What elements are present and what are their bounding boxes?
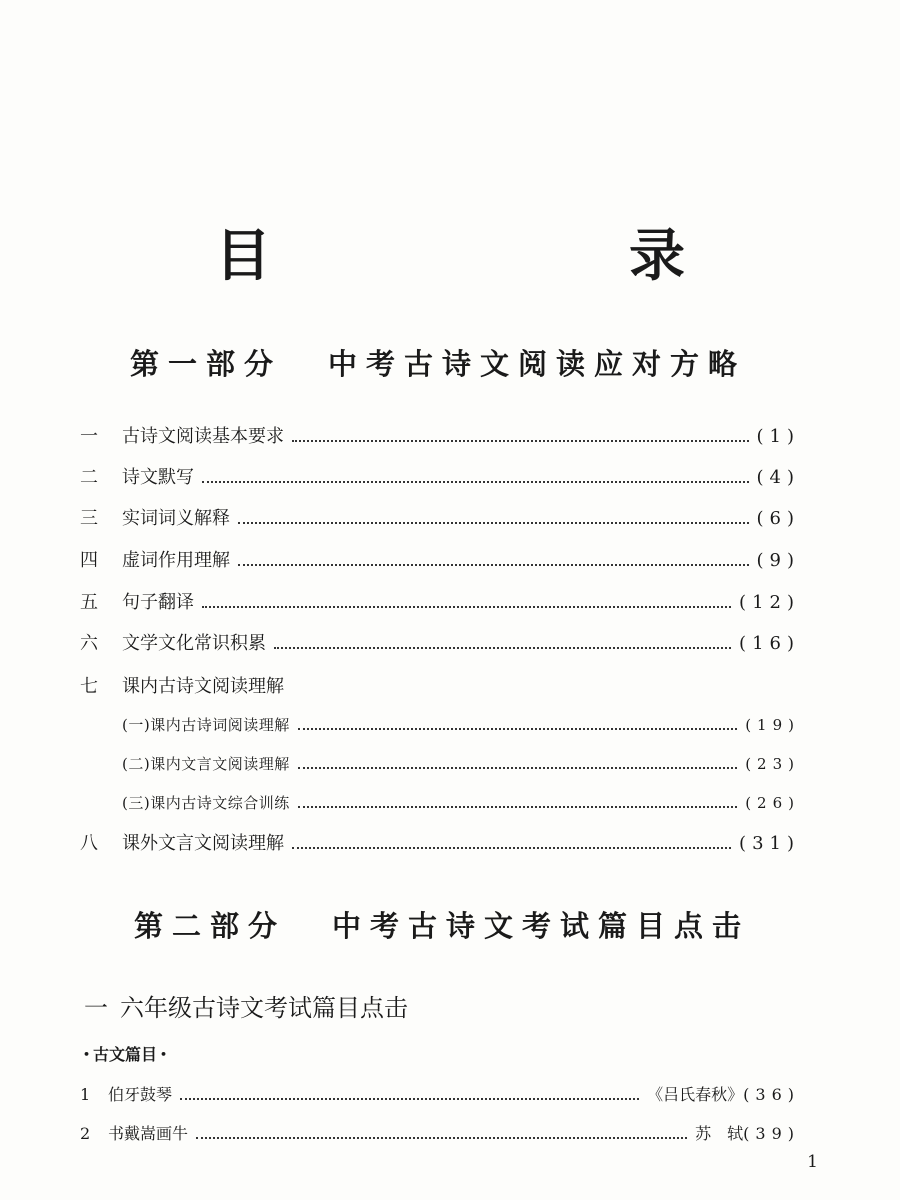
- entry-label: (二)课内文言文阅读理解: [122, 755, 290, 773]
- entry-number: 六: [80, 633, 98, 654]
- entry-author: 《吕氏春秋》: [647, 1085, 744, 1104]
- toc-entry[interactable]: [80, 829, 800, 859]
- entry-number: 二: [80, 467, 98, 488]
- toc-entry[interactable]: [80, 546, 800, 576]
- entry-page: (19): [745, 716, 800, 734]
- entry-label: 课内古诗文阅读理解: [122, 676, 284, 697]
- toc-entry[interactable]: [80, 672, 800, 702]
- dot-leader: [274, 647, 731, 649]
- toc-subentry[interactable]: [122, 710, 800, 740]
- dot-leader: [180, 1098, 639, 1100]
- dot-leader: [196, 1137, 687, 1139]
- part2-name: 中考古诗文考试篇目点击: [332, 909, 751, 943]
- bullet-icon: •: [160, 1048, 168, 1061]
- entry-label: 句子翻译: [122, 592, 194, 613]
- entry-label: 课外文言文阅读理解: [122, 833, 284, 854]
- dot-leader: [292, 440, 749, 442]
- entry-page: (26): [745, 794, 800, 812]
- dot-leader: [202, 481, 749, 483]
- entry-label: 虚词作用理解: [122, 550, 230, 571]
- entry-page: (39): [743, 1124, 800, 1143]
- entry-page: (4): [756, 467, 800, 488]
- dot-leader: [298, 767, 737, 769]
- dot-leader: [238, 564, 749, 566]
- toc-subentry[interactable]: [122, 788, 800, 818]
- entry-number: 1: [80, 1085, 91, 1104]
- page-number: 1: [807, 1152, 818, 1172]
- section-number: 一: [84, 994, 108, 1022]
- entry-page: (12): [739, 592, 800, 613]
- entry-label: 诗文默写: [122, 467, 194, 488]
- bullet-icon: •: [83, 1048, 91, 1061]
- section-heading: [84, 990, 408, 1026]
- part2-number: 第二部分: [134, 909, 287, 943]
- entry-number: 三: [80, 508, 98, 529]
- entry-number: 一: [80, 426, 98, 447]
- entry-number: 七: [80, 676, 98, 697]
- entry-label: 实词词义解释: [122, 508, 230, 529]
- dot-leader: [202, 606, 731, 608]
- entry-page: (6): [756, 508, 800, 529]
- entry-number: 五: [80, 592, 98, 613]
- entry-page: (36): [743, 1085, 800, 1104]
- part1-number: 第一部分: [130, 347, 283, 381]
- dot-leader: [298, 728, 737, 730]
- entry-label: (三)课内古诗文综合训练: [122, 794, 290, 812]
- dot-leader: [292, 847, 731, 849]
- entry-number: 2: [80, 1124, 91, 1143]
- toc-entry[interactable]: [80, 629, 800, 659]
- entry-number: 八: [80, 833, 98, 854]
- entry-label: 古诗文阅读基本要求: [122, 426, 284, 447]
- entry-page: (1): [756, 426, 800, 447]
- entry-number: 四: [80, 550, 98, 571]
- entry-label: 伯牙鼓琴: [108, 1085, 173, 1104]
- page-title: 目 录: [215, 224, 767, 289]
- toc-entry[interactable]: [80, 1080, 800, 1110]
- subheading-label: 古文篇目: [93, 1045, 158, 1064]
- entry-author: 苏 轼: [695, 1124, 744, 1143]
- section-label: 六年级古诗文考试篇目点击: [120, 994, 408, 1022]
- entry-page: (16): [739, 633, 800, 654]
- toc-entry[interactable]: [80, 588, 800, 618]
- entry-label: 文学文化常识积累: [122, 633, 266, 654]
- part1-name: 中考古诗文阅读应对方略: [328, 347, 747, 381]
- dot-leader: [238, 522, 749, 524]
- entry-page: (23): [745, 755, 800, 773]
- subheading: [80, 1043, 170, 1069]
- entry-label: (一)课内古诗词阅读理解: [122, 716, 290, 734]
- toc-entry[interactable]: [80, 422, 800, 452]
- entry-page: (31): [739, 833, 800, 854]
- toc-entry[interactable]: [80, 463, 800, 493]
- entry-page: (9): [756, 550, 800, 571]
- entry-label: 书戴嵩画牛: [108, 1124, 189, 1143]
- toc-entry[interactable]: [80, 504, 800, 534]
- toc-subentry[interactable]: [122, 749, 800, 779]
- toc-entry[interactable]: [80, 1119, 800, 1149]
- dot-leader: [298, 806, 737, 808]
